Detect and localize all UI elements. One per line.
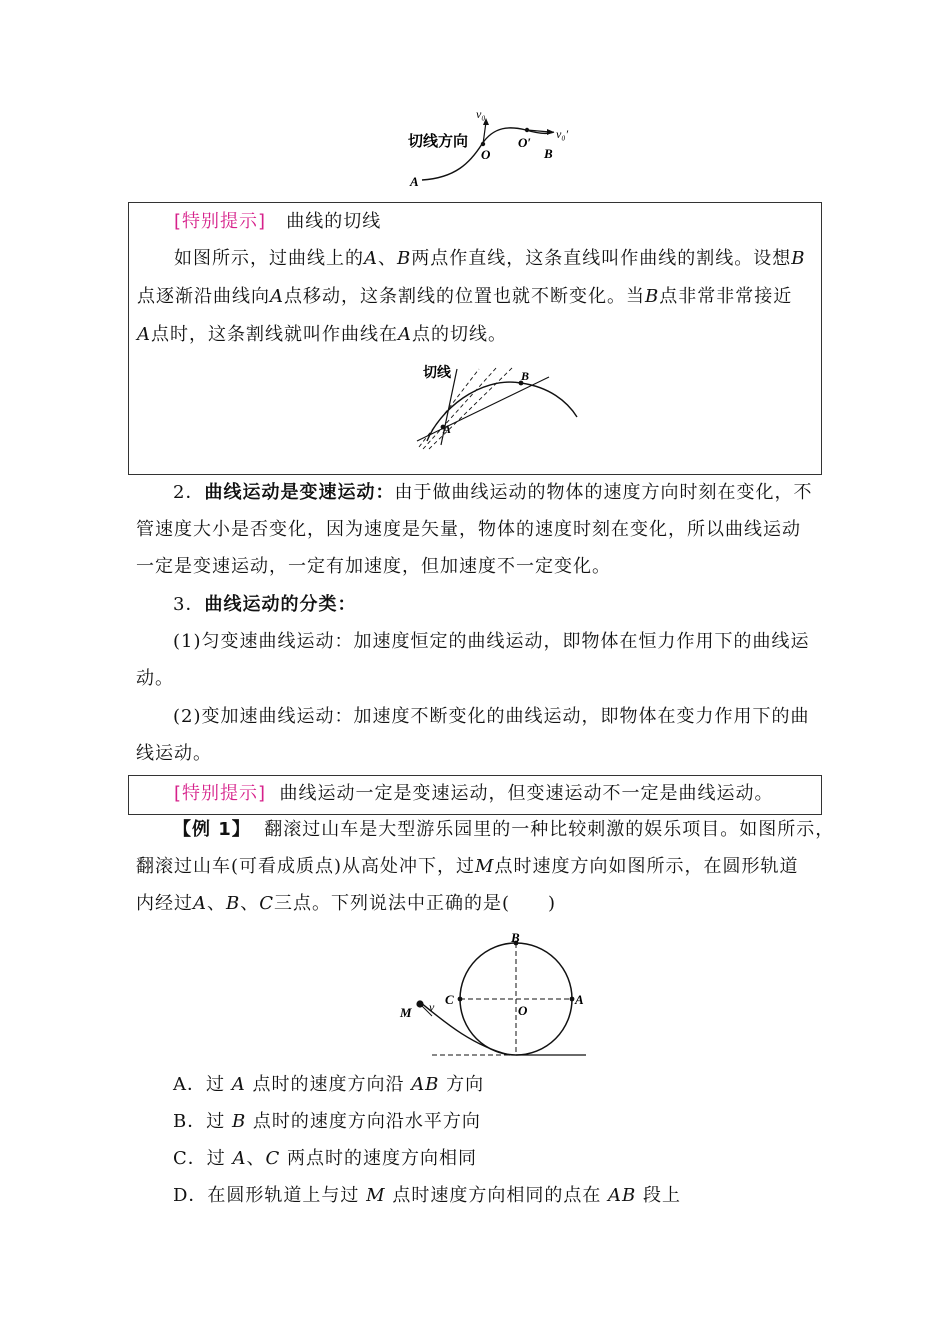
point-O xyxy=(481,142,485,146)
tip1-line1: 如图所示，过曲线上的A、B两点作直线，这条直线叫作曲线的割线。设想B xyxy=(174,248,806,269)
label-Op: O′ xyxy=(518,135,532,150)
tip1-heading xyxy=(174,203,381,241)
p3-item2-line2: 线运动。 xyxy=(136,743,212,764)
option-d: D．在圆形轨道上与过 M 点时速度方向相同的点在 AB 段上 xyxy=(173,1185,682,1206)
label-O: O xyxy=(518,1003,528,1018)
p3-item2-line1: (2)变加速曲线运动：加速度不断变化的曲线运动，即物体在变力作用下的曲 xyxy=(173,706,810,727)
secant-tangent-figure xyxy=(409,361,584,451)
point-Op xyxy=(525,128,529,132)
example-line1: 【例 1】 翻滚过山车是大型游乐园里的一种比较刺激的娱乐项目。如图所示， xyxy=(173,819,835,840)
tangent-direction-figure xyxy=(400,108,590,192)
tip1-line3: A点时，这条割线就叫作曲线在A点的切线。 xyxy=(137,324,507,345)
label-v0p: v₀′ xyxy=(556,127,569,141)
option-a: A．过 A 点时的速度方向沿 AB 方向 xyxy=(173,1074,485,1095)
example-line3: 内经过A、B、C三点。下列说法中正确的是( ) xyxy=(136,893,557,914)
tip1-line2: 点逐渐沿曲线向A点移动，这条割线的位置也就不断变化。当B点非常非常接近 xyxy=(137,286,793,307)
p2-line2: 管速度大小是否变化，因为速度是矢量，物体的速度时刻在变化，所以曲线运动 xyxy=(136,519,801,540)
tip-box-variable-speed xyxy=(128,775,822,815)
label-tangent: 切线 xyxy=(423,366,451,381)
label-M: M xyxy=(400,1005,412,1020)
label-B: B xyxy=(521,369,530,383)
label-C: C xyxy=(445,992,454,1007)
label-tangent-direction: 切线方向 xyxy=(408,134,469,150)
p3-item1-line1: (1)匀变速曲线运动：加速度恒定的曲线运动，即物体在恒力作用下的曲线运 xyxy=(173,631,810,652)
point-C xyxy=(458,997,463,1002)
v0p-arrowhead xyxy=(547,129,554,135)
tip-box-tangent xyxy=(128,202,822,475)
option-c: C．过 A、C 两点时的速度方向相同 xyxy=(173,1148,478,1169)
label-O: O xyxy=(481,147,491,162)
label-A: A xyxy=(575,992,584,1007)
p3-heading: 3．曲线运动的分类： xyxy=(173,594,357,615)
label-v0: v₀ xyxy=(476,108,486,121)
label-v: v xyxy=(429,1000,435,1014)
tip1-title: 曲线的切线 xyxy=(286,211,382,232)
label-B: B xyxy=(544,146,553,161)
p3-item1-line2: 动。 xyxy=(136,668,174,689)
tip1-tag: [特别提示] xyxy=(174,211,267,232)
label-A: A xyxy=(443,422,452,436)
option-b: B．过 B 点时的速度方向沿水平方向 xyxy=(173,1111,481,1132)
label-B: B xyxy=(511,930,520,945)
example-line2: 翻滚过山车(可看成质点)从高处冲下，过M点时速度方向如图所示，在圆形轨道 xyxy=(136,856,799,877)
point-A xyxy=(570,997,575,1002)
tip2-text: [特别提示] 曲线运动一定是变速运动，但变速运动不一定是曲线运动。 xyxy=(174,783,774,804)
roller-coaster-figure xyxy=(392,928,592,1058)
p2-line1: 2．曲线运动是变速运动：由于做曲线运动的物体的速度方向时刻在变化，不 xyxy=(173,482,813,503)
p2-line3: 一定是变速运动，一定有加速度，但加速度不一定变化。 xyxy=(136,556,611,577)
label-A: A xyxy=(410,174,419,189)
